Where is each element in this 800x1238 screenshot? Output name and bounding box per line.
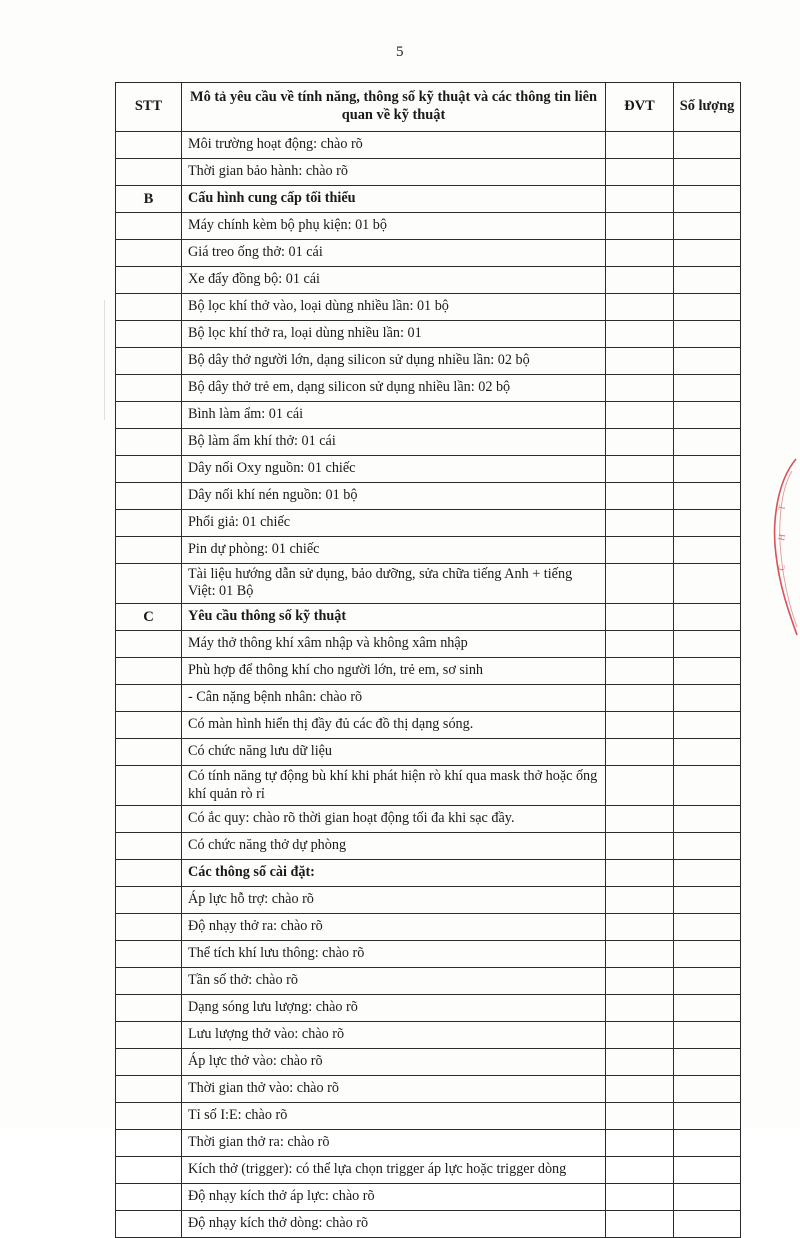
table-row <box>116 995 741 1022</box>
cell-description: Dạng sóng lưu lượng: chào rõ <box>182 995 606 1022</box>
cell-unit <box>606 833 674 860</box>
table-row <box>116 374 741 401</box>
cell-stt <box>116 711 182 738</box>
cell-unit <box>606 657 674 684</box>
cell-stt <box>116 1211 182 1238</box>
cell-quantity <box>674 185 741 212</box>
table-row <box>116 806 741 833</box>
cell-quantity <box>674 131 741 158</box>
cell-stt <box>116 630 182 657</box>
table-row <box>116 347 741 374</box>
cell-stt <box>116 941 182 968</box>
cell-unit <box>606 1211 674 1238</box>
cell-unit <box>606 374 674 401</box>
cell-description: Máy chính kèm bộ phụ kiện: 01 bộ <box>182 212 606 239</box>
table-row <box>116 212 741 239</box>
cell-description: Bộ lọc khí thở vào, loại dùng nhiều lần: 01 bộ <box>182 293 606 320</box>
cell-stt <box>116 833 182 860</box>
cell-description: - Cân nặng bệnh nhân: chào rõ <box>182 684 606 711</box>
cell-quantity <box>674 374 741 401</box>
cell-stt <box>116 684 182 711</box>
cell-description: Bộ dây thở người lớn, dạng silicon sử dụng nhiều lần: 02 bộ <box>182 347 606 374</box>
cell-stt <box>116 860 182 887</box>
cell-unit <box>606 1076 674 1103</box>
cell-unit <box>606 765 674 805</box>
cell-stt <box>116 482 182 509</box>
table-row <box>116 603 741 630</box>
cell-quantity <box>674 1022 741 1049</box>
cell-description: Các thông số cài đặt: <box>182 860 606 887</box>
table-row <box>116 293 741 320</box>
cell-description: Pin dự phòng: 01 chiếc <box>182 536 606 563</box>
cell-description: Phù hợp để thông khí cho người lớn, trẻ em, sơ sinh <box>182 657 606 684</box>
table-row <box>116 1076 741 1103</box>
cell-quantity <box>674 684 741 711</box>
cell-stt <box>116 806 182 833</box>
cell-unit <box>606 860 674 887</box>
cell-description: Lưu lượng thở vào: chào rõ <box>182 1022 606 1049</box>
cell-unit <box>606 509 674 536</box>
cell-quantity <box>674 1157 741 1184</box>
cell-unit <box>606 455 674 482</box>
table-row <box>116 657 741 684</box>
table-row <box>116 1130 741 1157</box>
cell-unit <box>606 185 674 212</box>
cell-unit <box>606 212 674 239</box>
column-header-stt: STT <box>116 83 182 132</box>
table-body <box>116 131 741 1237</box>
cell-description: Có màn hình hiển thị đầy đủ các đồ thị dạng sóng. <box>182 711 606 738</box>
cell-stt <box>116 509 182 536</box>
cell-quantity <box>674 765 741 805</box>
cell-quantity <box>674 1211 741 1238</box>
cell-unit <box>606 1130 674 1157</box>
cell-quantity <box>674 455 741 482</box>
cell-unit <box>606 536 674 563</box>
specification-table-container <box>115 82 740 1238</box>
cell-quantity <box>674 293 741 320</box>
cell-unit <box>606 401 674 428</box>
cell-description: Thể tích khí lưu thông: chào rõ <box>182 941 606 968</box>
cell-quantity <box>674 806 741 833</box>
cell-description: Dây nối khí nén nguồn: 01 bộ <box>182 482 606 509</box>
cell-stt <box>116 455 182 482</box>
cell-quantity <box>674 887 741 914</box>
cell-description: Độ nhạy thở ra: chào rõ <box>182 914 606 941</box>
table-row <box>116 1103 741 1130</box>
cell-description: Áp lực thở vào: chào rõ <box>182 1049 606 1076</box>
cell-description: Bình làm ẩm: 01 cái <box>182 401 606 428</box>
cell-stt: B <box>116 185 182 212</box>
cell-quantity <box>674 711 741 738</box>
cell-description: Tần số thở: chào rõ <box>182 968 606 995</box>
cell-description: Kích thở (trigger): có thể lựa chọn trigger áp lực hoặc trigger dòng <box>182 1157 606 1184</box>
cell-stt <box>116 428 182 455</box>
cell-description: Máy thở thông khí xâm nhập và không xâm nhập <box>182 630 606 657</box>
cell-quantity <box>674 1130 741 1157</box>
table-row <box>116 738 741 765</box>
cell-unit <box>606 630 674 657</box>
column-header-quantity: Số lượng <box>674 83 741 132</box>
cell-description: Phổi giả: 01 chiếc <box>182 509 606 536</box>
cell-description: Có ắc quy: chào rõ thời gian hoạt động tối đa khi sạc đầy. <box>182 806 606 833</box>
table-header-row <box>116 83 741 132</box>
cell-unit <box>606 266 674 293</box>
cell-description: Môi trường hoạt động: chào rõ <box>182 131 606 158</box>
cell-quantity <box>674 347 741 374</box>
table-row <box>116 428 741 455</box>
table-row <box>116 455 741 482</box>
cell-unit <box>606 428 674 455</box>
cell-quantity <box>674 657 741 684</box>
table-row <box>116 941 741 968</box>
cell-stt <box>116 1022 182 1049</box>
cell-unit <box>606 320 674 347</box>
cell-quantity <box>674 401 741 428</box>
cell-unit <box>606 239 674 266</box>
cell-unit <box>606 603 674 630</box>
table-row <box>116 185 741 212</box>
cell-quantity <box>674 833 741 860</box>
cell-unit <box>606 347 674 374</box>
cell-description: Dây nối Oxy nguồn: 01 chiếc <box>182 455 606 482</box>
cell-unit <box>606 482 674 509</box>
cell-stt <box>116 239 182 266</box>
table-row <box>116 711 741 738</box>
table-row <box>116 887 741 914</box>
table-header <box>116 83 741 132</box>
cell-stt <box>116 765 182 805</box>
cell-quantity <box>674 1049 741 1076</box>
cell-stt <box>116 657 182 684</box>
cell-unit <box>606 684 674 711</box>
cell-stt <box>116 293 182 320</box>
cell-description: Có chức năng thở dự phòng <box>182 833 606 860</box>
table-row <box>116 1022 741 1049</box>
cell-stt <box>116 1157 182 1184</box>
cell-stt <box>116 995 182 1022</box>
cell-description: Xe đẩy đồng bộ: 01 cái <box>182 266 606 293</box>
column-header-description: Mô tả yêu cầu về tính năng, thông số kỹ thuật và các thông tin liên quan về kỹ thuật <box>182 83 606 132</box>
table-row <box>116 914 741 941</box>
cell-stt <box>116 320 182 347</box>
cell-unit <box>606 1184 674 1211</box>
cell-quantity <box>674 860 741 887</box>
cell-unit <box>606 738 674 765</box>
cell-quantity <box>674 1103 741 1130</box>
cell-stt <box>116 563 182 603</box>
cell-quantity <box>674 738 741 765</box>
table-row <box>116 1211 741 1238</box>
cell-stt <box>116 131 182 158</box>
cell-quantity <box>674 509 741 536</box>
cell-stt <box>116 401 182 428</box>
cell-quantity <box>674 563 741 603</box>
cell-description: Thời gian thở vào: chào rõ <box>182 1076 606 1103</box>
cell-unit <box>606 131 674 158</box>
table-row <box>116 131 741 158</box>
cell-stt <box>116 266 182 293</box>
cell-description: Thời gian thở ra: chào rõ <box>182 1130 606 1157</box>
table-row <box>116 158 741 185</box>
cell-quantity <box>674 158 741 185</box>
table-row <box>116 509 741 536</box>
svg-text:C: C <box>776 563 788 572</box>
cell-unit <box>606 158 674 185</box>
page-number: 5 <box>396 44 404 60</box>
cell-stt <box>116 158 182 185</box>
red-seal-fragment <box>770 455 798 640</box>
cell-stt <box>116 212 182 239</box>
cell-stt <box>116 887 182 914</box>
cell-stt: C <box>116 603 182 630</box>
cell-description: Có chức năng lưu dữ liệu <box>182 738 606 765</box>
scan-artifact-line <box>104 300 105 420</box>
cell-unit <box>606 293 674 320</box>
cell-stt <box>116 536 182 563</box>
cell-description: Áp lực hỗ trợ: chào rõ <box>182 887 606 914</box>
column-header-unit: ĐVT <box>606 83 674 132</box>
cell-unit <box>606 1049 674 1076</box>
table-row <box>116 1049 741 1076</box>
cell-description: Độ nhạy kích thở áp lực: chào rõ <box>182 1184 606 1211</box>
cell-description: Giá treo ống thở: 01 cái <box>182 239 606 266</box>
cell-quantity <box>674 536 741 563</box>
cell-unit <box>606 711 674 738</box>
table-row <box>116 630 741 657</box>
table-row <box>116 833 741 860</box>
svg-text:H: H <box>776 533 788 542</box>
cell-description: Tài liệu hướng dẫn sử dụng, bảo dưỡng, sửa chữa tiếng Anh + tiếng Việt: 01 Bộ <box>182 563 606 603</box>
cell-quantity <box>674 212 741 239</box>
cell-description: Yêu cầu thông số kỹ thuật <box>182 603 606 630</box>
cell-stt <box>116 738 182 765</box>
cell-unit <box>606 968 674 995</box>
table-row <box>116 968 741 995</box>
cell-quantity <box>674 630 741 657</box>
specification-table <box>115 82 741 1238</box>
table-row <box>116 482 741 509</box>
cell-description: Thời gian bảo hành: chào rõ <box>182 158 606 185</box>
cell-description: Bộ làm ẩm khí thở: 01 cái <box>182 428 606 455</box>
cell-description: Có tính năng tự động bù khí khi phát hiện rò khí qua mask thở hoặc ống khí quản rò rỉ <box>182 765 606 805</box>
cell-description: Tỉ số I:E: chào rõ <box>182 1103 606 1130</box>
table-row <box>116 320 741 347</box>
cell-quantity <box>674 428 741 455</box>
cell-quantity <box>674 1076 741 1103</box>
cell-description: Độ nhạy kích thở dòng: chào rõ <box>182 1211 606 1238</box>
cell-quantity <box>674 995 741 1022</box>
cell-unit <box>606 941 674 968</box>
cell-quantity <box>674 1184 741 1211</box>
cell-stt <box>116 1049 182 1076</box>
cell-quantity <box>674 968 741 995</box>
table-row <box>116 266 741 293</box>
cell-stt <box>116 1103 182 1130</box>
table-row <box>116 1157 741 1184</box>
table-row <box>116 684 741 711</box>
cell-description: Cấu hình cung cấp tối thiểu <box>182 185 606 212</box>
table-row <box>116 860 741 887</box>
cell-quantity <box>674 941 741 968</box>
svg-text:T: T <box>776 504 787 512</box>
cell-unit <box>606 995 674 1022</box>
table-row <box>116 765 741 805</box>
cell-stt <box>116 1130 182 1157</box>
table-row <box>116 563 741 603</box>
cell-unit <box>606 914 674 941</box>
cell-stt <box>116 1076 182 1103</box>
cell-unit <box>606 806 674 833</box>
cell-stt <box>116 374 182 401</box>
cell-stt <box>116 914 182 941</box>
cell-quantity <box>674 914 741 941</box>
cell-quantity <box>674 603 741 630</box>
cell-quantity <box>674 266 741 293</box>
cell-stt <box>116 347 182 374</box>
cell-description: Bộ dây thở trẻ em, dạng silicon sử dụng nhiều lần: 02 bộ <box>182 374 606 401</box>
cell-quantity <box>674 482 741 509</box>
cell-stt <box>116 1184 182 1211</box>
table-row <box>116 536 741 563</box>
cell-quantity <box>674 320 741 347</box>
table-row <box>116 401 741 428</box>
table-row <box>116 239 741 266</box>
cell-stt <box>116 968 182 995</box>
cell-quantity <box>674 239 741 266</box>
cell-unit <box>606 1103 674 1130</box>
cell-unit <box>606 1022 674 1049</box>
cell-description: Bộ lọc khí thở ra, loại dùng nhiều lần: 01 <box>182 320 606 347</box>
table-row <box>116 1184 741 1211</box>
cell-unit <box>606 1157 674 1184</box>
cell-unit <box>606 563 674 603</box>
cell-unit <box>606 887 674 914</box>
